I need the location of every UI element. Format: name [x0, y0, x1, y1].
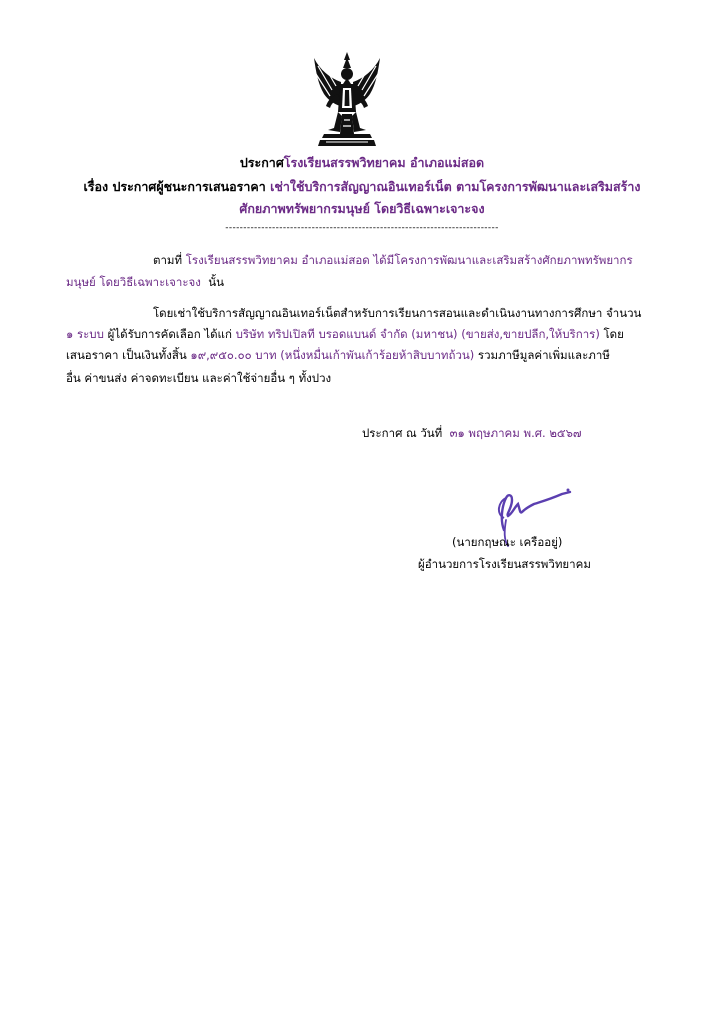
paragraph-1-line-2: มนุษย์ โดยวิธีเฉพาะเจาะจง นั้น: [66, 275, 224, 289]
announcement-subject-line2: ศักยภาพทรัพยากรมนุษย์ โดยวิธีเฉพาะเจาะจง: [239, 201, 485, 216]
paragraph-2-line-3: เสนอราคา เป็นเงินทั้งสิ้น ๑๙,๙๕๐.๐๐ บาท (หนึ่งหมื่นเก้าพันเก้าร้อยห้าสิบบาทถ้วน) รวมภาษีมูลค่าเพิ่มและภาษี: [66, 348, 610, 362]
paragraph-2-line-2: ๑ ระบบ ผู้ได้รับการคัดเลือก ได้แก่ บริษัท ทริปเปิลที บรอดแบนด์ จำกัด (มหาชน) (ขายส่ง,ขายปลีก,ให้บริการ) โดย: [66, 327, 624, 341]
paragraph-2-line-4: อื่น ค่าขนส่ง ค่าจดทะเบียน และค่าใช้จ่ายอื่น ๆ ทั้งปวง: [66, 371, 332, 385]
divider: ----------------------------------------------------------------------------: [225, 223, 499, 233]
signer-name: (นายกฤษณะ เครืออยู่): [452, 535, 563, 549]
announcement-subject: เรื่อง ประกาศผู้ชนะการเสนอราคา เช่าใช้บริการสัญญาณอินเทอร์เน็ต ตามโครงการพัฒนาและเสริมสร้าง: [83, 179, 641, 194]
paragraph-1-line-1: ตามที่ โรงเรียนสรรพวิทยาคม อำเภอแม่สอด ได้มีโครงการพัฒนาและเสริมสร้างศักยภาพทรัพยากร: [153, 253, 633, 267]
signer-position: ผู้อำนวยการโรงเรียนสรรพวิทยาคม: [418, 557, 591, 571]
paragraph-2-line-1: โดยเช่าใช้บริการสัญญาณอินเทอร์เน็ตสำหรับการเรียนการสอนและดำเนินงานทางการศึกษา จำนวน: [153, 306, 642, 320]
announce-date-line: ประกาศ ณ วันที่ ๓๑ พฤษภาคม พ.ศ. ๒๕๖๗: [362, 426, 582, 440]
garuda-emblem-icon: [310, 50, 384, 150]
announcement-title: ประกาศโรงเรียนสรรพวิทยาคม อำเภอแม่สอด: [239, 155, 485, 170]
